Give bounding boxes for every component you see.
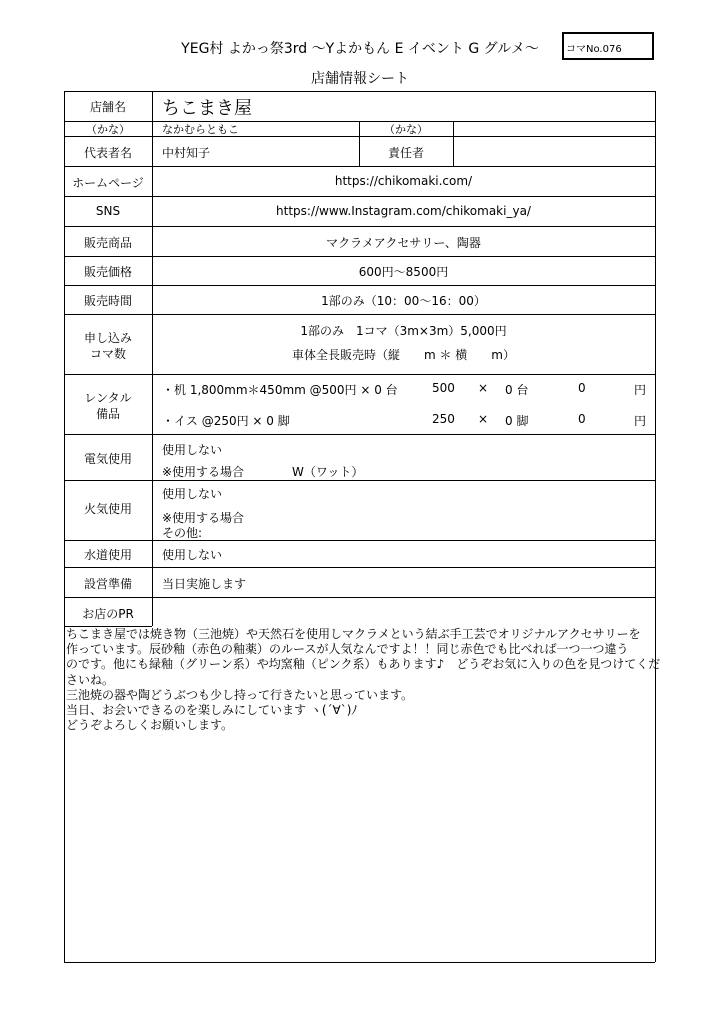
- homepage-label: ホームページ: [72, 176, 144, 190]
- homepage-value: https://chikomaki.com/: [334, 174, 473, 188]
- pr-line: 三池焼の器や陶どうぶつも少し持って行きたいと思っています。: [66, 687, 414, 702]
- form-border-left: [64, 91, 65, 962]
- rental-chair-yen: 円: [634, 414, 647, 428]
- hours-label: 販売時間: [83, 294, 132, 308]
- rental-label-line2: 備品: [95, 407, 120, 421]
- representative-label: 代表者名: [83, 146, 132, 160]
- application-label-line1: 申し込み: [83, 331, 132, 345]
- electric-line2: ※使用する場合 W（ワット）: [162, 465, 364, 479]
- koma-number: 076: [602, 44, 622, 55]
- rental-desk-times: ×: [478, 381, 489, 395]
- form-border-right: [655, 91, 656, 962]
- fire-line3: その他:: [162, 526, 203, 540]
- form-line: [64, 962, 655, 963]
- pr-line: どうぞよろしくお願いします。: [66, 718, 234, 733]
- pr-text: [66, 627, 661, 733]
- rental-chair-qty: 0 脚: [505, 414, 529, 428]
- products-label: 販売商品: [83, 236, 132, 250]
- price-value: 600円〜8500円: [358, 265, 449, 279]
- responsible-kana-label: （かな）: [384, 123, 428, 136]
- representative-value: 中村知子: [162, 146, 211, 160]
- pr-line: 作っています。辰砂釉（赤色の釉薬）のルースが人気なんですよ！！同じ赤色でも比べれば一つ一つ違う: [66, 642, 629, 657]
- electric-label: 電気使用: [83, 452, 132, 466]
- fire-line1: 使用しない: [162, 487, 223, 501]
- rental-desk-qty: 0 台: [505, 383, 529, 397]
- pr-line: のです。他にも緑釉（グリーン系）や均窯釉（ピンク系）もあります♪ どうぞお気に入りの色を見つけてくだ: [66, 657, 661, 672]
- sns-value: https://www.Instagram.com/chikomaki_ya/: [276, 204, 531, 218]
- products-value: マクラメアクセサリー、陶器: [326, 236, 481, 250]
- price-label: 販売価格: [83, 265, 132, 279]
- water-label: 水道使用: [83, 548, 132, 562]
- rental-desk-yen: 円: [634, 383, 647, 397]
- rental-item-chair: ・イス @250円 × 0 脚: [162, 414, 290, 428]
- fire-line2: ※使用する場合: [162, 511, 245, 525]
- pr-line: さいね。: [66, 672, 115, 687]
- shop-name-value: ちこまき屋: [162, 98, 252, 119]
- application-line1: 1部のみ 1コマ（3m×3m）5,000円: [300, 324, 507, 338]
- application-line2: 車体全長販売時（縦 m ＊ 横 m）: [291, 348, 515, 362]
- rental-desk-unit: 500: [432, 381, 455, 395]
- form-line: [453, 121, 454, 166]
- rental-chair-times: ×: [478, 412, 489, 426]
- setup-label: 設営準備: [83, 577, 132, 591]
- water-value: 使用しない: [162, 548, 223, 562]
- rental-label-line1: レンタル: [84, 391, 132, 405]
- application-label-line2: コマ数: [89, 347, 126, 361]
- rental-item-desk: ・机 1,800mm＊450mm @500円 × 0 台: [162, 383, 398, 397]
- document-title: YEG村 よかっ祭3rd 〜Yよかもん E イベント G グルメ〜: [181, 41, 539, 57]
- shop-kana-label: （かな）: [86, 123, 130, 136]
- koma-label: コマNo.: [566, 44, 603, 55]
- fire-label: 火気使用: [83, 502, 132, 516]
- sns-label: SNS: [95, 204, 121, 218]
- electric-line1: 使用しない: [162, 443, 223, 457]
- setup-value: 当日実施します: [162, 577, 247, 591]
- shop-name-label: 店舗名: [89, 100, 126, 114]
- pr-label: お店のPR: [82, 607, 134, 621]
- pr-line: 当日、お会いできるのを楽しみにしています ヽ(´∀`)ﾉ: [66, 703, 358, 718]
- rental-desk-total: 0: [578, 381, 586, 395]
- document-subtitle: 店舗情報シート: [311, 71, 409, 87]
- shop-kana-value: なかむらともこ: [162, 123, 239, 136]
- rental-chair-total: 0: [578, 412, 586, 426]
- hours-value: 1部のみ（10：00〜16：00）: [321, 294, 486, 308]
- koma-number-box: [562, 32, 654, 60]
- responsible-label: 責任者: [387, 146, 424, 160]
- pr-line: ちこまき屋では焼き物（三池焼）や天然石を使用しマクラメという結ぶ手工芸でオリジナルアクセサリーを: [66, 627, 641, 641]
- rental-chair-unit: 250: [432, 412, 455, 426]
